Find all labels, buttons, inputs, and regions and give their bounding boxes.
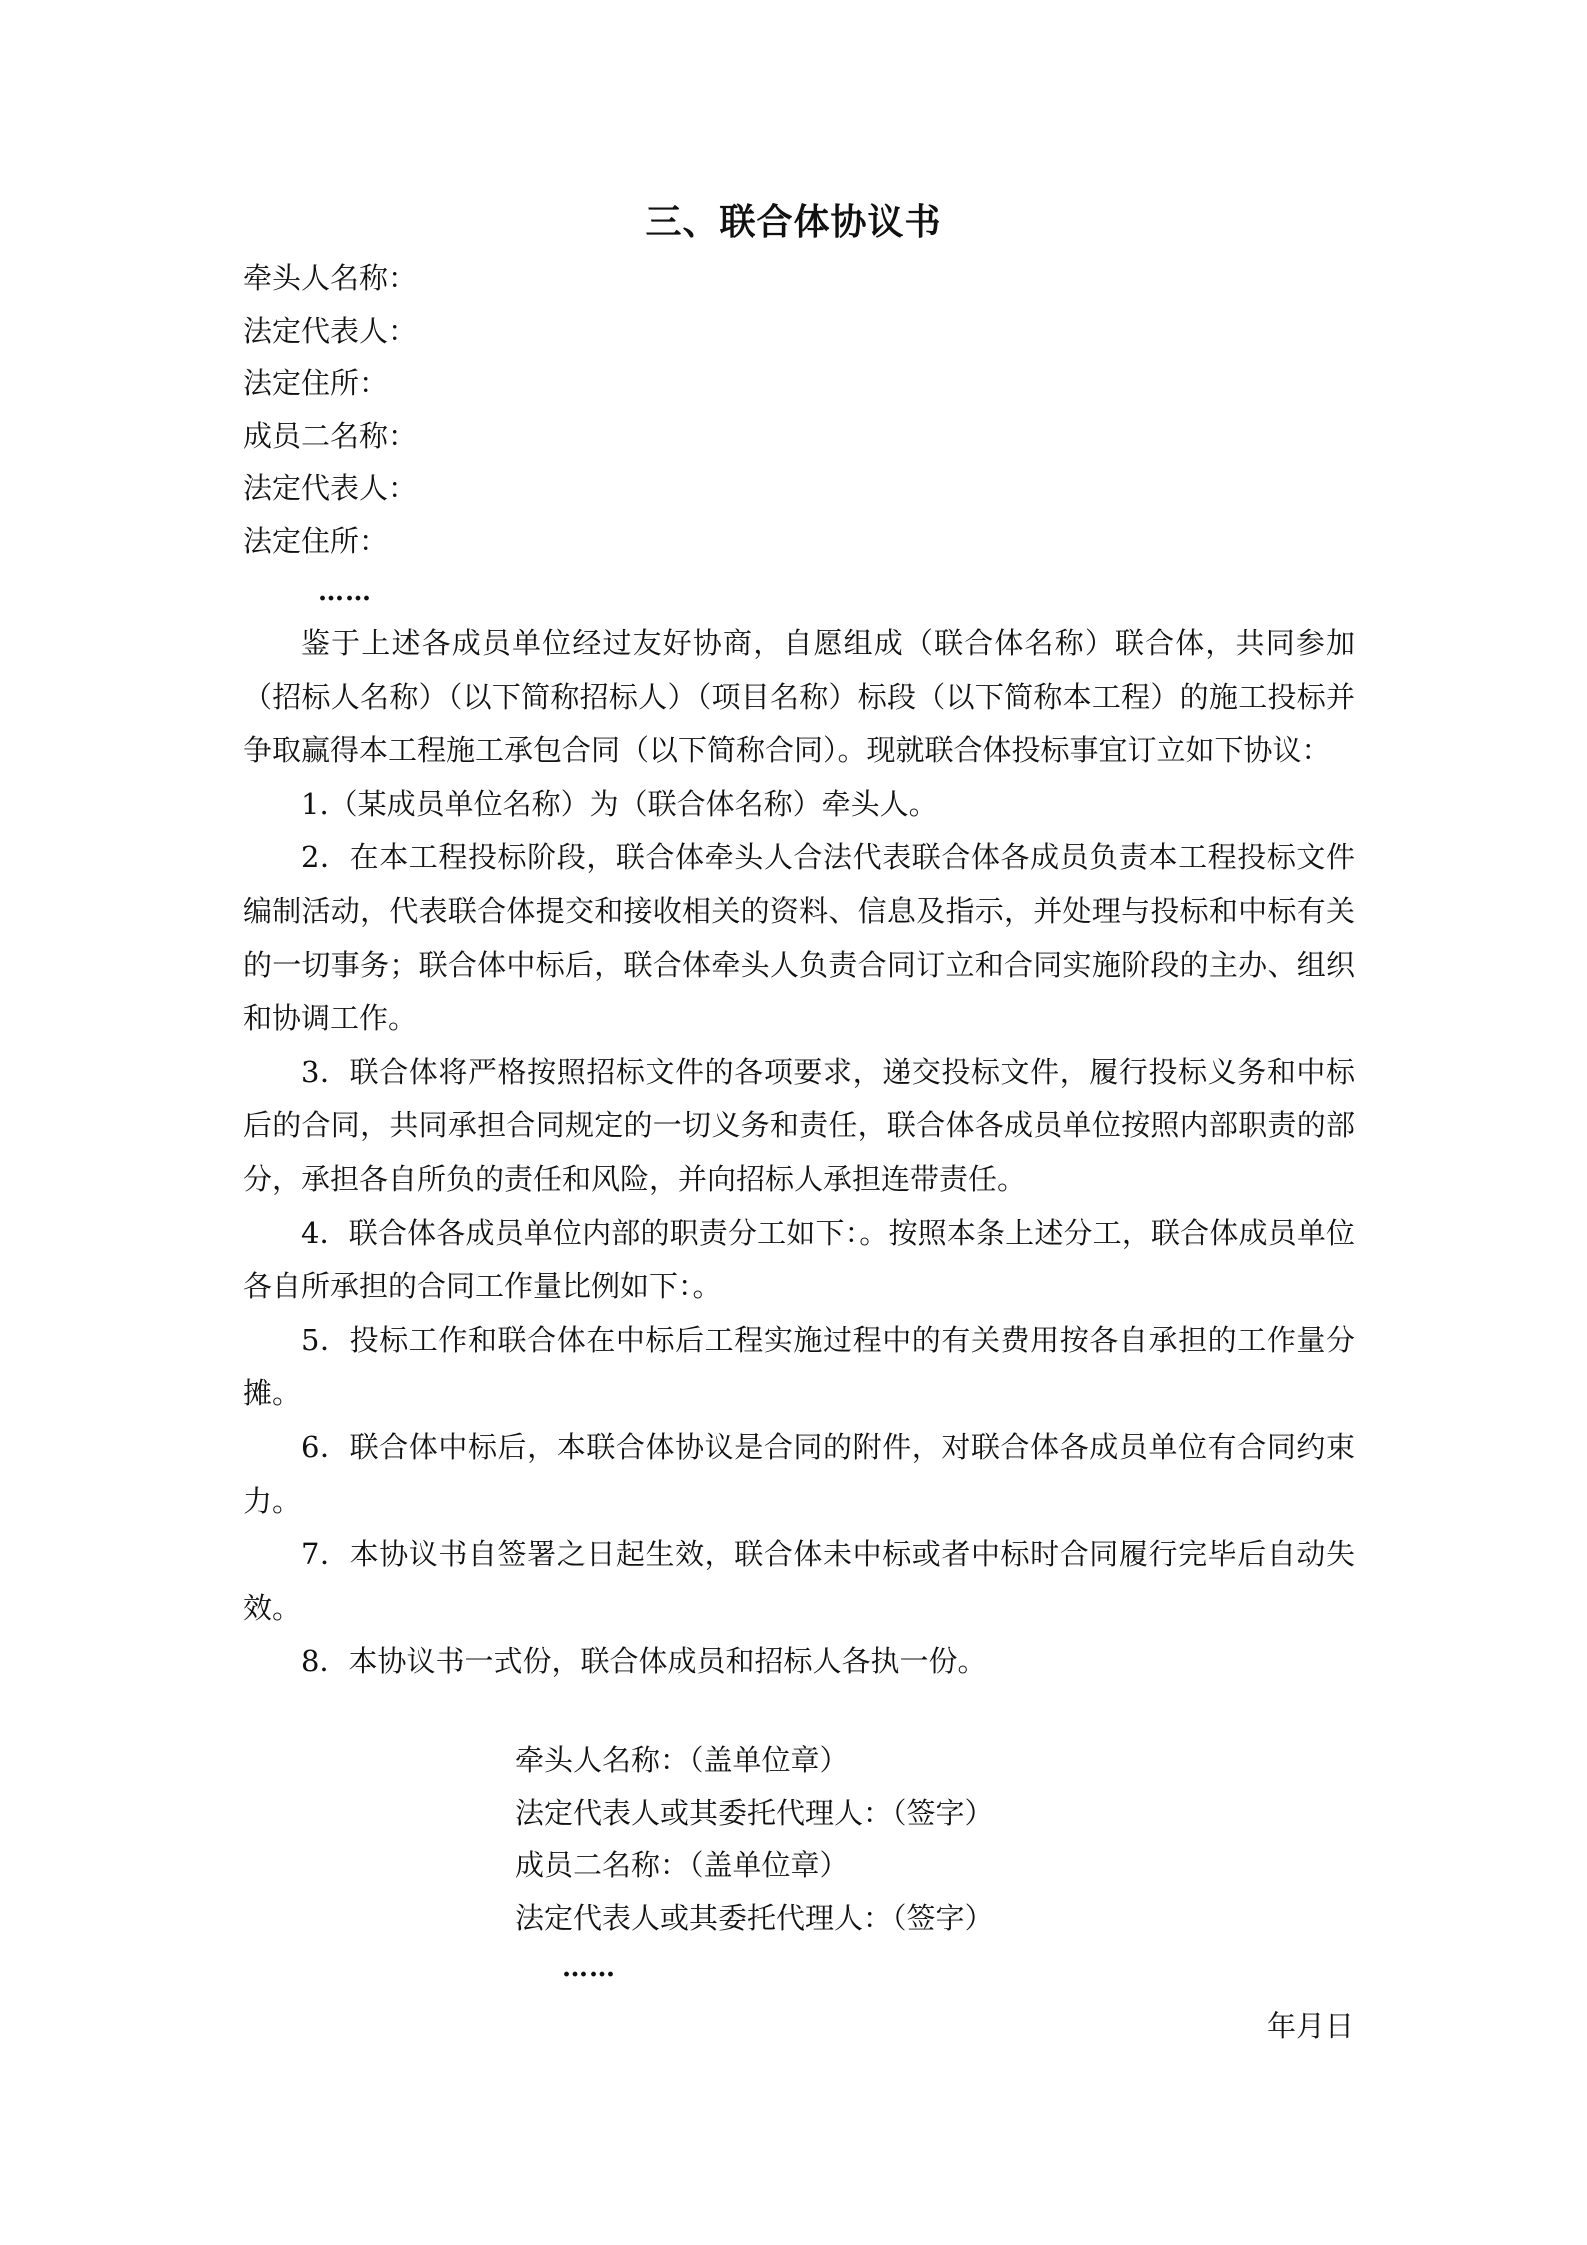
document-title: 三、联合体协议书 [645,202,942,243]
member-two-signature-line: 法定代表人或其委托代理人：（签字） [515,1900,994,1935]
lead-party-address-field: 法定住所： [243,366,389,400]
lead-party-seal-line: 牵头人名称：（盖单位章） [515,1743,849,1777]
clause-8: 8．本协议书一式份，联合体成员和招标人各执一份。 [301,1644,987,1679]
clause-4: 4．联合体各成员单位内部的职责分工如下：。按照本条上述分工，联合体成员单位各自所承担的合同工作量比例如下：。 [243,1215,1355,1304]
party-info-block [243,252,417,567]
member-two-representative-field: 法定代表人： [243,471,418,505]
lead-party-signature-line: 法定代表人或其委托代理人：（签字） [515,1795,994,1830]
clause-1: 1.（某成员单位名称）为（联合体名称）牵头人。 [301,786,938,821]
clause-6: 6．联合体中标后，本联合体协议是合同的附件，对联合体各成员单位有合同约束力。 [243,1429,1355,1518]
signature-block [515,1734,994,1944]
clause-5: 5．投标工作和联合体在中标后工程实施过程中的有关费用按各自承担的工作量分摊。 [243,1322,1355,1411]
lead-party-representative-field: 法定代表人： [243,313,418,348]
date-line: 年月日 [1266,2009,1354,2043]
preamble-paragraph: 鉴于上述各成员单位经过友好协商，自愿组成（联合体名称）联合体，共同参加（招标人名称）（以下简称招标人）（项目名称）标段（以下简称本工程）的施工投标并争取赢得本工程施工承包合同（以下简称合同）。现就联合体投标事宜订立如下协议： [243,626,1355,768]
party-list-ellipsis: …… [318,577,372,607]
lead-party-name-field: 牵头人名称： [243,261,418,295]
signature-list-ellipsis: …… [562,1953,616,1983]
agreement-body [243,617,1355,1689]
member-two-name-field: 成员二名称： [243,418,418,453]
member-two-address-field: 法定住所： [243,523,389,558]
clause-3: 3．联合体将严格按照招标文件的各项要求，递交投标文件，履行投标义务和中标后的合同，共同承担合同规定的一切义务和责任，联合体各成员单位按照内部职责的部分，承担各自所负的责任和风险，并向招标人承担连带责任。 [243,1054,1355,1196]
clause-2: 2．在本工程投标阶段，联合体牵头人合法代表联合体各成员负责本工程投标文件编制活动，代表联合体提交和接收相关的资料、信息及指示，并处理与投标和中标有关的一切事务；联合体中标后，联合体牵头人负责合同订立和合同实施阶段的主办、组织和协调工作。 [243,840,1355,1036]
clause-7: 7．本协议书自签署之日起生效，联合体未中标或者中标时合同履行完毕后自动失效。 [243,1537,1355,1625]
member-two-seal-line: 成员二名称：（盖单位章） [515,1848,849,1882]
